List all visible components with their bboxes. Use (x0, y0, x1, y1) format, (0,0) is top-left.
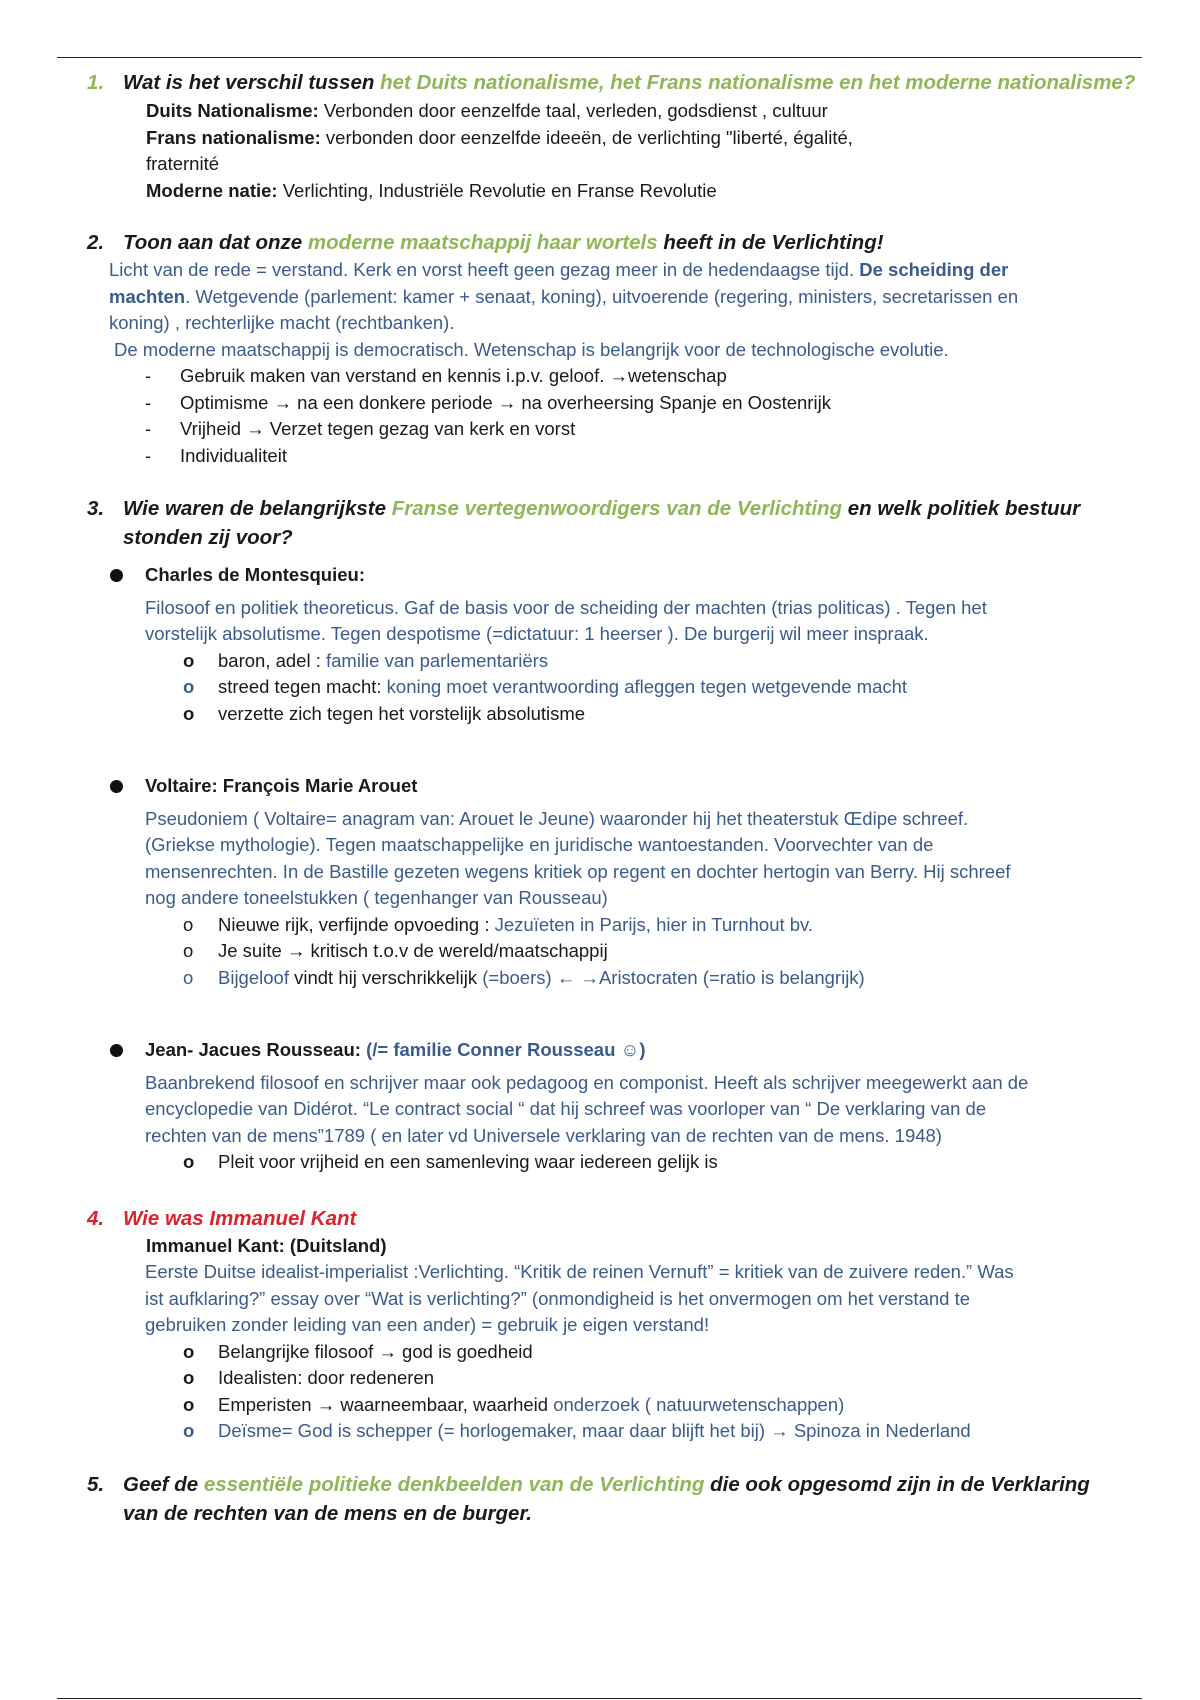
list-item-text: Optimisme → na een donkere periode → na overheersing Spanje en Oostenrijk (180, 391, 831, 413)
document-page (0, 68, 1200, 1528)
dash-marker: - (145, 418, 152, 439)
question-3-highlight: Franse vertegenwoordigers van de Verlichting (391, 497, 843, 520)
dash-marker: - (145, 391, 152, 413)
person-voltaire (0, 773, 1200, 800)
sub-item-text: Je suite → kritisch t.o.v de wereld/maatschappij (218, 940, 608, 961)
question-3-line2: stonden zij voor? (123, 526, 293, 549)
rousseau-description (0, 1070, 1200, 1150)
question-1 (0, 68, 1200, 97)
question-3-number: 3. (87, 497, 105, 520)
question-5-suffix: die ook opgesomd zijn in de Verklaring (704, 1472, 1090, 1496)
question-4-title: Wie was Immanuel Kant (123, 1206, 357, 1230)
circle-bullet-icon: o (183, 1420, 195, 1441)
question-2-prefix: Toon aan dat onze (123, 231, 308, 254)
row-label: Moderne natie: (146, 179, 278, 201)
sub-item-text-blue: koning moet verantwoording afleggen tegen wetgevende macht (386, 676, 908, 697)
description-line: rechten van de mens”1789 ( en later vd Universele verklaring van de rechten van de mens. 1948) (145, 1124, 942, 1146)
sub-item-text-blue: Aristocraten (=ratio is belangrijk) (598, 966, 865, 988)
sub-item-text-blue: onderzoek ( natuurwetenschappen) (553, 1393, 845, 1415)
list-item (0, 363, 1200, 390)
row-label: Duits Nationalisme: (146, 100, 319, 121)
person-name: Charles de Montesquieu: (145, 564, 365, 585)
row-text: fraternité (146, 153, 220, 174)
answer-2-paragraph-2: De moderne maatschappij is democratisch. Wetenschap is belangrijk voor de technologische evolutie. (114, 338, 949, 360)
sub-item-text: Nieuwe rijk, verfijnde opvoeding : (218, 913, 495, 935)
description-line: nog andere toneelstukken ( tegenhanger van Rousseau) (145, 887, 608, 908)
description-line: Eerste Duitse idealist-imperialist :Verlichting. “Kritik de reinen Vernuft” = kritiek van de zuivere reden.” Was (145, 1261, 1014, 1282)
sub-item (0, 1418, 1200, 1445)
sub-item (0, 674, 1200, 701)
sub-item-text-blue: familie van parlementariërs (326, 649, 549, 671)
row-text: Verbonden door eenzelfde taal, verleden, godsdienst , cultuur (318, 100, 828, 121)
sub-item-text: Idealisten: door redeneren (218, 1367, 434, 1388)
question-2 (0, 228, 1200, 257)
sub-item (0, 912, 1200, 939)
description-line: encyclopedie van Didérot. “Le contract social “ dat hij schreef was voorloper van “ De verklaring van de (145, 1098, 987, 1119)
circle-bullet-icon: o (183, 702, 195, 724)
sub-item-text: Pleit voor vrijheid en een samenleving waar iedereen gelijk is (218, 1151, 718, 1172)
answer-1-row (146, 98, 1200, 125)
list-item (0, 390, 1200, 417)
question-5-line2: van de rechten van de mens en de burger. (123, 1501, 532, 1525)
row-text: Verlichting, Industriële Revolutie en Franse Revolutie (277, 179, 717, 201)
sub-item-text: vindt hij verschrikkelijk (288, 966, 483, 988)
answer-1-row (146, 178, 1200, 205)
question-5-prefix: Geef de (123, 1472, 204, 1496)
sub-item-text-blue: Deïsme= God is schepper (= horlogemaker, maar daar blijft het bij) → Spinoza in Nederland (218, 1420, 971, 1441)
question-1-prefix: Wat is het verschil tussen (123, 71, 381, 94)
sub-item (0, 1392, 1200, 1419)
bullet-dot-icon (110, 780, 123, 793)
kant-description (0, 1259, 1200, 1339)
question-4 (0, 1204, 1200, 1233)
kant-heading: Immanuel Kant: (Duitsland) (146, 1234, 387, 1256)
circle-bullet-icon: o (183, 1367, 195, 1388)
answer-2-text: Licht van de rede = verstand. Kerk en vorst heeft geen gezag meer in de hedendaagse tijd. (109, 259, 860, 280)
question-1-highlight: het Duits nationalisme, het Frans nationalisme en het moderne nationalisme? (380, 71, 1136, 94)
circle-bullet-icon: o (183, 940, 194, 961)
sub-item-text: Emperisten → waarneembaar, waarheid (218, 1393, 554, 1415)
list-item-text: Individualiteit (180, 444, 287, 466)
description-line: ist aufklaring?” essay over “Wat is verlichting?” (onmondigheid is het onvermogen om het verstand te (145, 1287, 971, 1309)
circle-bullet-icon: o (183, 1393, 195, 1415)
question-3 (0, 494, 1200, 552)
sub-item (0, 701, 1200, 728)
list-item (0, 443, 1200, 470)
sub-item (0, 938, 1200, 965)
answer-2-paragraph (0, 257, 1200, 337)
sub-item (0, 1149, 1200, 1176)
answer-1-row (146, 125, 1200, 152)
circle-bullet-icon: o (183, 966, 194, 988)
bottom-rule (57, 1698, 1142, 1699)
answer-2-text: . Wetgevende (parlement: kamer + senaat, koning), uitvoerende (regering, ministers, secretarissen en (185, 285, 1019, 307)
description-line: (Griekse mythologie). Tegen maatschappelijke en juridische wantoestanden. Voorvechter van de (145, 834, 934, 855)
sub-item-text: baron, adel : (218, 649, 326, 671)
person-name: Voltaire: François Marie Arouet (145, 775, 418, 796)
sub-item (0, 648, 1200, 675)
answer-2-bold: machten (109, 285, 186, 307)
answer-2-text: koning) , rechterlijke macht (rechtbanken). (109, 312, 455, 333)
circle-bullet-icon: o (183, 1151, 195, 1172)
sub-item-text-blue: (=boers) ← → (482, 966, 599, 988)
list-item-text: Vrijheid → Verzet tegen gezag van kerk en vorst (180, 418, 576, 439)
question-3-prefix: Wie waren de belangrijkste (123, 497, 392, 520)
description-line: Baanbrekend filosoof en schrijver maar ook pedagoog en componist. Heeft als schrijver meegewerkt aan de (145, 1071, 1029, 1093)
sub-item-text: streed tegen macht: (218, 676, 387, 697)
circle-bullet-icon: o (183, 649, 195, 671)
question-5-number: 5. (87, 1472, 105, 1496)
sub-item-text-blue: Bijgeloof (218, 966, 289, 988)
circle-bullet-icon: o (183, 1340, 195, 1362)
bullet-dot-icon (110, 1044, 123, 1057)
voltaire-description (0, 806, 1200, 912)
question-4-number: 4. (87, 1206, 105, 1230)
question-2-number: 2. (87, 231, 105, 254)
question-1-number: 1. (87, 71, 105, 94)
answer-1-row (146, 151, 1200, 178)
row-label: Frans nationalisme: (146, 126, 321, 148)
question-2-suffix: heeft in de Verlichting! (657, 231, 884, 254)
dash-marker: - (145, 365, 152, 386)
sub-item (0, 1339, 1200, 1366)
person-name-note: (/= familie Conner Rousseau ☺) (366, 1039, 646, 1060)
person-name: Jean- Jacues Rousseau: (145, 1039, 367, 1060)
description-line: gebruiken zonder leiding van een ander) = gebruik je eigen verstand! (145, 1314, 710, 1335)
answer-1 (0, 98, 1200, 204)
description-line: Pseudoniem ( Voltaire= anagram van: Arouet le Jeune) waaronder hij het theaterstuk Œdipe schreef. (145, 807, 969, 829)
sub-item-text: Belangrijke filosoof → god is goedheid (218, 1340, 533, 1362)
question-5 (0, 1470, 1200, 1528)
answer-2-bold: De scheiding der (859, 259, 1009, 280)
question-2-highlight: moderne maatschappij haar wortels (307, 231, 658, 254)
montesquieu-description (0, 595, 1200, 648)
sub-item-text: verzette zich tegen het vorstelijk absolutisme (218, 702, 586, 724)
bullet-dot-icon (110, 569, 123, 582)
description-line: Filosoof en politiek theoreticus. Gaf de basis voor de scheiding der machten (trias politicas) . Tegen het (145, 596, 987, 618)
circle-bullet-icon: o (183, 676, 195, 697)
row-text: verbonden door eenzelfde ideeën, de verlichting "liberté, égalité, (320, 126, 853, 148)
question-3-suffix: en welk politiek bestuur (842, 497, 1081, 520)
list-item-text: Gebruik maken van verstand en kennis i.p.v. geloof. →wetenschap (180, 365, 727, 386)
description-line: vorstelijk absolutisme. Tegen despotisme (=dictatuur: 1 heerser ). De burgerij wil meer inspraak. (145, 623, 929, 644)
person-rousseau (0, 1037, 1200, 1064)
sub-item (0, 965, 1200, 992)
top-rule (57, 57, 1142, 58)
person-montesquieu (0, 562, 1200, 589)
dash-marker: - (145, 444, 152, 466)
circle-bullet-icon: o (183, 913, 194, 935)
sub-item-text-blue: Jezuïeten in Parijs, hier in Turnhout bv. (494, 913, 814, 935)
sub-item (0, 1365, 1200, 1392)
list-item (0, 416, 1200, 443)
description-line: mensenrechten. In de Bastille gezeten wegens kritiek op regent en dochter hertogin van Berry. Hij schreef (145, 860, 1011, 882)
question-5-highlight: essentiële politieke denkbeelden van de Verlichting (203, 1472, 705, 1496)
